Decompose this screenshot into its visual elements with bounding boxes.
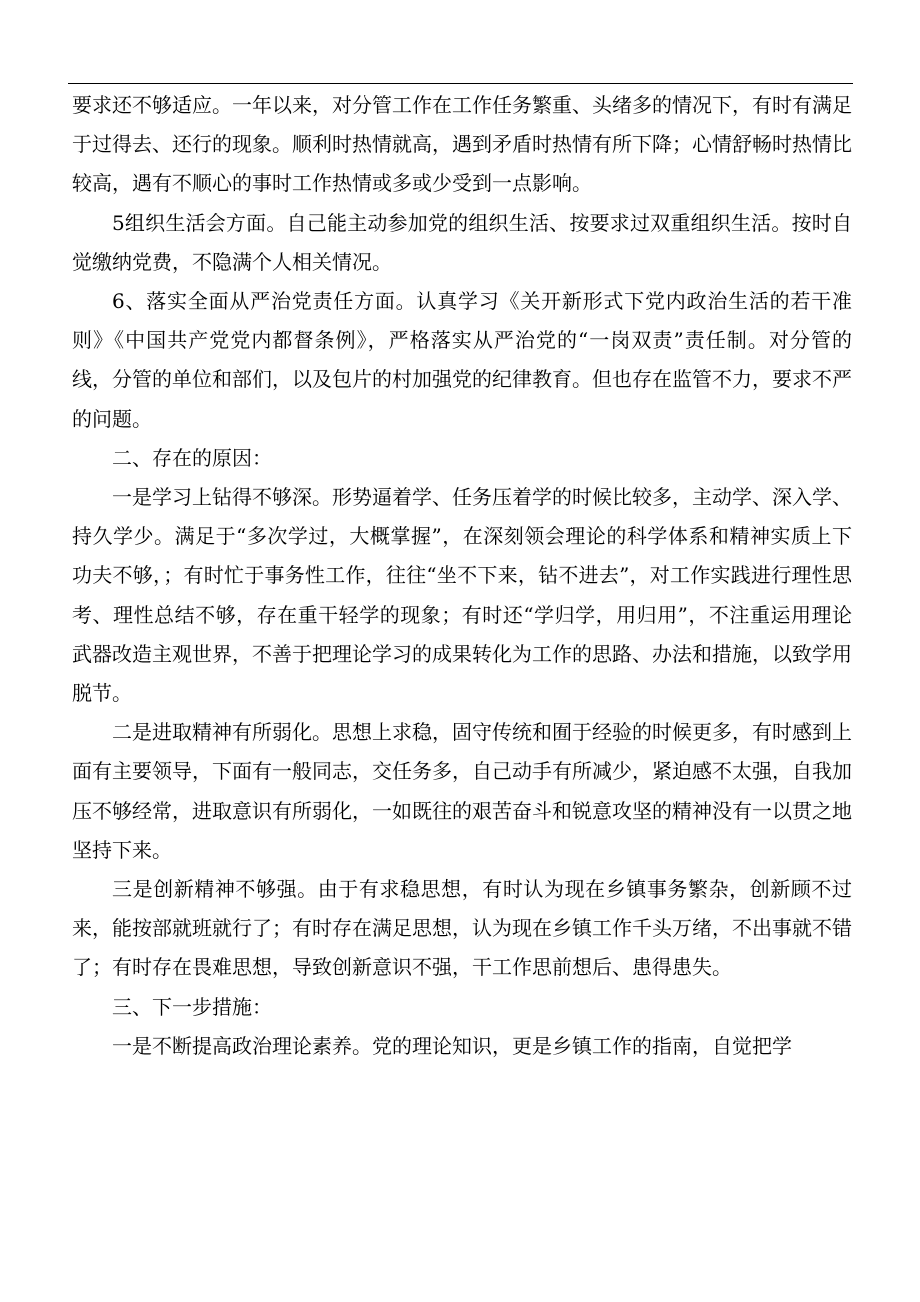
section-heading-next-steps: 三、下一步措施：	[112, 994, 272, 1019]
header-rule	[68, 83, 853, 84]
paragraph-organization-life: 5组织生活会方面。自己能主动参加党的组织生活、按要求过双重组织生活。按时自觉缴纳党费，不隐满个人相关情况。	[72, 210, 852, 274]
paragraph-party-discipline: 6、落实全面从严治党责任方面。认真学习《关开新形式下党内政治生活的若干准则》《中国共产党党内都督条例》，严格落实从严治党的“一岗双责”责任制。对分管的线，分管的单位和部们，以及包片的村加强党的纪律教育。但也存在监管不力，要求不严的问题。	[72, 289, 852, 431]
paragraph-cause-innovation: 三是创新精神不够强。由于有求稳思想，有时认为现在乡镇事务繁杂，创新顾不过来，能按部就班就行了；有时存在满足思想，认为现在乡镇工作千头万绪，不出事就不错了；有时存在畏难思想，导致创新意识不强，干工作思前想后、患得患失。	[72, 877, 852, 980]
paragraph-next-step-theory: 一是不断提高政治理论素养。党的理论知识，更是乡镇工作的指南，自觉把学	[112, 1033, 792, 1058]
document-body	[72, 86, 852, 1066]
paragraph-cause-study: 一是学习上钻得不够深。形势逼着学、任务压着学的时候比较多，主动学、深入学、持久学少。满足于“多次学过，大概掌握”，在深刻领会理论的科学体系和精神实质上下功夫不够，；有时忙于事务性工作，往往“坐不下来，钻不进去”，对工作实践进行理性思考、理性总结不够，存在重干轻学的现象；有时还“学归学，用归用”，不注重运用理论武器改造主观世界，不善于把理论学习的成果转化为工作的思路、办法和措施，以致学用脱节。	[72, 485, 852, 706]
section-heading-causes: 二、存在的原因：	[112, 445, 272, 470]
paragraph-cause-enterprise: 二是进取精神有所弱化。思想上求稳，固守传统和囿于经验的时候更多，有时感到上面有主要领导，下面有一般同志，交任务多，自己动手有所减少，紧迫感不太强，自我加压不够经常，进取意识有所弱化，一如既往的艰苦奋斗和锐意攻坚的精神没有一以贯之地坚持下来。	[72, 720, 852, 862]
paragraph-continuation: 要求还不够适应。一年以来，对分管工作在工作任务繁重、头绪多的情况下，有时有满足于过得去、还行的现象。顺利时热情就高，遇到矛盾时热情有所下降；心情舒畅时热情比较高，遇有不顺心的事时工作热情或多或少受到一点影响。	[72, 93, 852, 196]
